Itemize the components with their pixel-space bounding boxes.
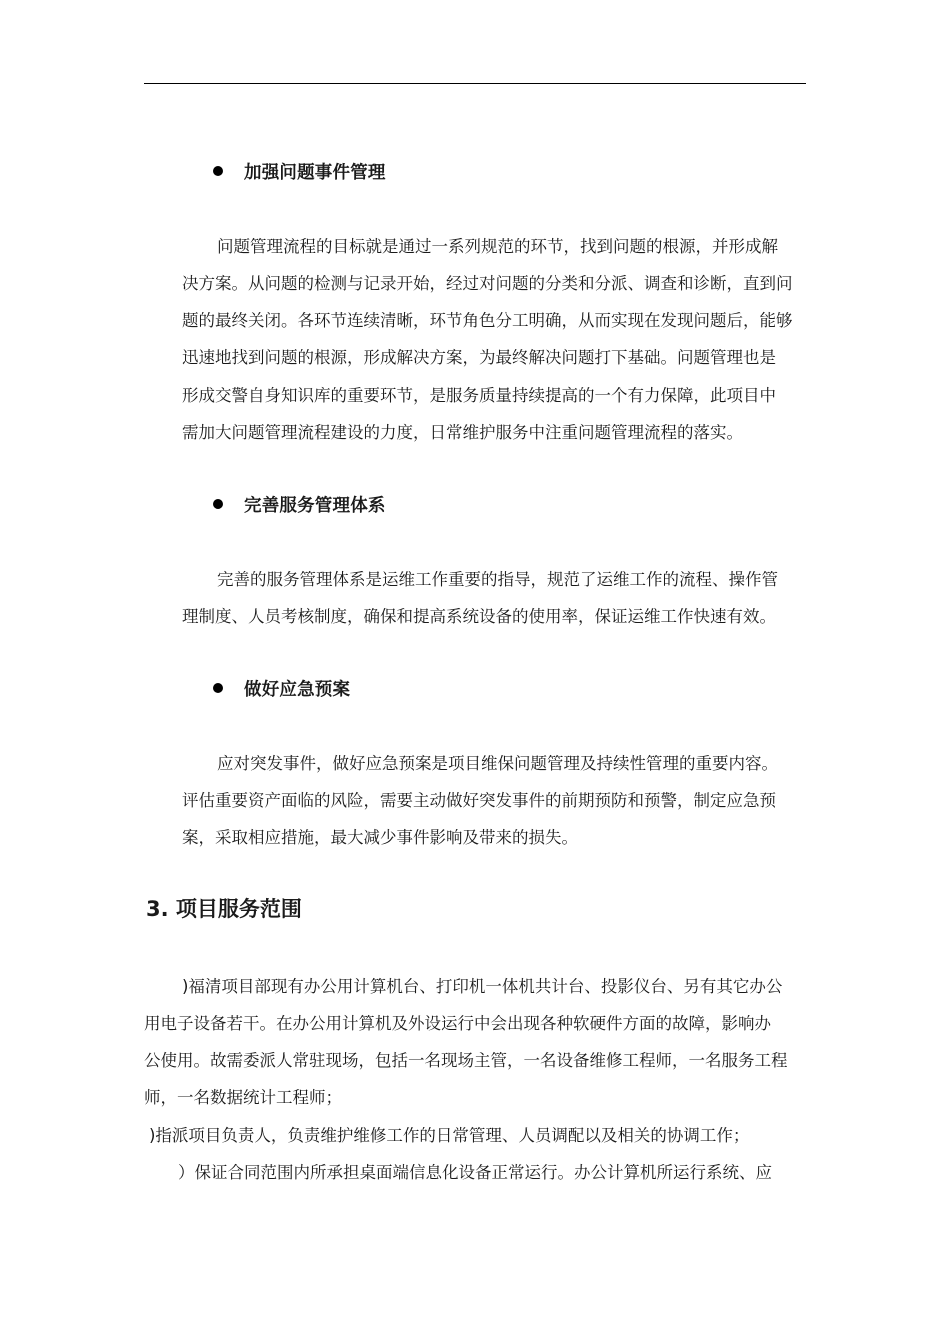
paragraph-line: 决方案。从问题的检测与记录开始，经过对问题的分类和分派、调查和诊断，直到问	[182, 274, 793, 293]
paragraph-line: 应对突发事件，做好应急预案是项目维保问题管理及持续性管理的重要内容。	[217, 754, 778, 773]
bullet-dot-icon	[213, 166, 223, 176]
paragraph-line: 需加大问题管理流程建设的力度，日常维护服务中注重问题管理流程的落实。	[182, 423, 743, 442]
paragraph-line: 理制度、人员考核制度，确保和提高系统设备的使用率，保证运维工作快速有效。	[182, 607, 776, 626]
paragraph-line: 评估重要资产面临的风险，需要主动做好突发事件的前期预防和预警，制定应急预	[182, 791, 776, 810]
bullet-heading-problem-management	[213, 158, 386, 184]
paragraph-line: 师，一名数据统计工程师；	[144, 1088, 342, 1107]
paragraph-line: 问题管理流程的目标就是通过一系列规范的环节，找到问题的根源，并形成解	[217, 237, 778, 256]
bullet-heading-service-management	[213, 491, 386, 517]
paragraph-line: 案，采取相应措施，最大减少事件影响及带来的损失。	[182, 828, 578, 847]
section-title: 完善服务管理体系	[244, 495, 386, 516]
paragraph-line: ）保证合同范围内所承担桌面端信息化设备正常运行。办公计算机所运行系统、应	[178, 1163, 772, 1182]
paragraph-line: 迅速地找到问题的根源，形成解决方案，为最终解决问题打下基础。问题管理也是	[182, 348, 776, 367]
paragraph-line: 公使用。故需委派人常驻现场，包括一名现场主管，一名设备维修工程师，一名服务工程	[144, 1051, 788, 1070]
section-title: 加强问题事件管理	[244, 162, 386, 183]
paragraph-line: 完善的服务管理体系是运维工作重要的指导，规范了运维工作的流程、操作管	[217, 570, 778, 589]
paragraph-line: 用电子设备若干。在办公用计算机及外设运行中会出现各种软硬件方面的故障，影响办	[144, 1014, 771, 1033]
bullet-heading-emergency-plan	[213, 675, 350, 701]
paragraph-line: 题的最终关闭。各环节连续清晰，环节角色分工明确，从而实现在发现问题后，能够	[182, 311, 793, 330]
bullet-dot-icon	[213, 499, 223, 509]
bullet-dot-icon	[213, 683, 223, 693]
paragraph-line: )福清项目部现有办公用计算机台、打印机一体机共计台、投影仪台、另有其它办公	[182, 977, 783, 996]
header-rule	[144, 83, 806, 84]
chapter-heading: 3. 项目服务范围	[146, 897, 302, 921]
paragraph-line: )指派项目负责人，负责维护维修工作的日常管理、人员调配以及相关的协调工作；	[149, 1126, 750, 1145]
paragraph-line: 形成交警自身知识库的重要环节，是服务质量持续提高的一个有力保障，此项目中	[182, 386, 776, 405]
section-title: 做好应急预案	[244, 679, 351, 700]
